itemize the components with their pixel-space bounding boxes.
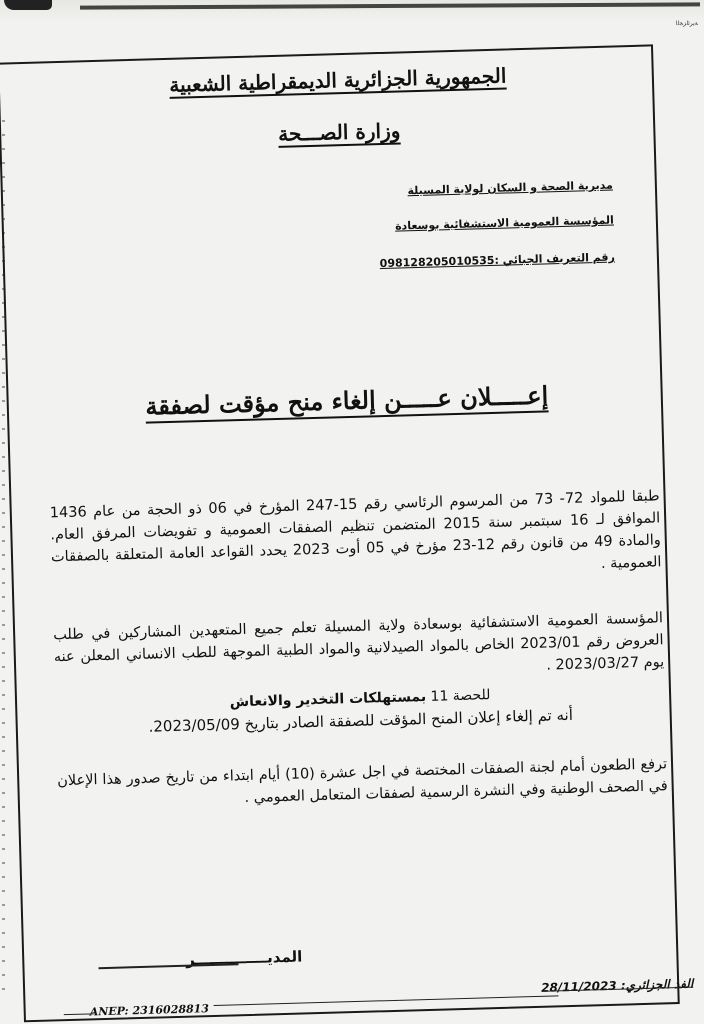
lot-prefix: للحصة 11 (430, 687, 491, 705)
newspaper-logo-fragment (4, 0, 52, 10)
tender-paragraph: المؤسسة العمومية الاستشفائية بوسعادة ولاية المسيلة تعلم جميع المتعهدين المشاركين في طلب العروض رقم 2023/01 الخاص بالمواد الصيدلانية والمواد الطبية الموجهة للطب الانساني المعلن عنه يوم 2023/03/27 . (52, 610, 665, 674)
appeals-paragraph: ترفع الطعون أمام لجنة الصفقات المختصة في اجل عشرة (10) أيام ابتداء من تاريخ صدور هذا الإعلان في الصحف الوطنية وفي النشرة الرسمية لصفقات المتعامل العمومي . (57, 756, 668, 807)
republic-heading: الجمهورية الجزائرية الديمقراطية الشعبية (168, 63, 507, 97)
announcement-title: إعـــــلان عـــــن إلغاء منح مؤقت لصفقة (144, 380, 549, 421)
tax-id-line: رقم التعريف الجبائي :098128205010535 (379, 250, 616, 271)
legal-basis-paragraph: طبقا للمواد 72- 73 من المرسوم الرئاسي رقم 15-247 المؤرخ في 06 ذو الحجة من عام 1436 الموافق لـ 16 سبتمبر سنة 2015 المتضمن تنظيم الصفقات العمومية و تفويضات المرفق العام. والمادة 49 من قانون رقم 12-23 مؤرخ في 05 أوت 2023 يحدد القواعد العامة المتعلقة بالصفقات العمومية . (49, 488, 662, 573)
directorate-line: مديرية الصحة و السكان لولاية المسيلة (407, 178, 614, 198)
corner-mark: ﺔﻳﺮﺋﺍﺰﺠﻟﺍ (675, 20, 698, 27)
newspaper-date: الفد الجزائري: 28/11/2023 (540, 976, 694, 995)
document-page (0, 7, 696, 1020)
ministry-heading: وزارة الصـــحة (277, 118, 401, 146)
cancellation-line: أنه تم إلغاء إعلان المنح المؤقت للصفقة الصادر بتاريخ 2023/05/09. (148, 705, 574, 736)
institution-line: المؤسسة العمومية الاستشفائية بوسعادة (394, 213, 615, 233)
lot-name: بمستهلكات التخدير والانعاش (229, 688, 427, 711)
anep-number: ANEP: 2316028813 (89, 1002, 210, 1019)
director-signature: المديــــــــــــــر (185, 947, 303, 969)
